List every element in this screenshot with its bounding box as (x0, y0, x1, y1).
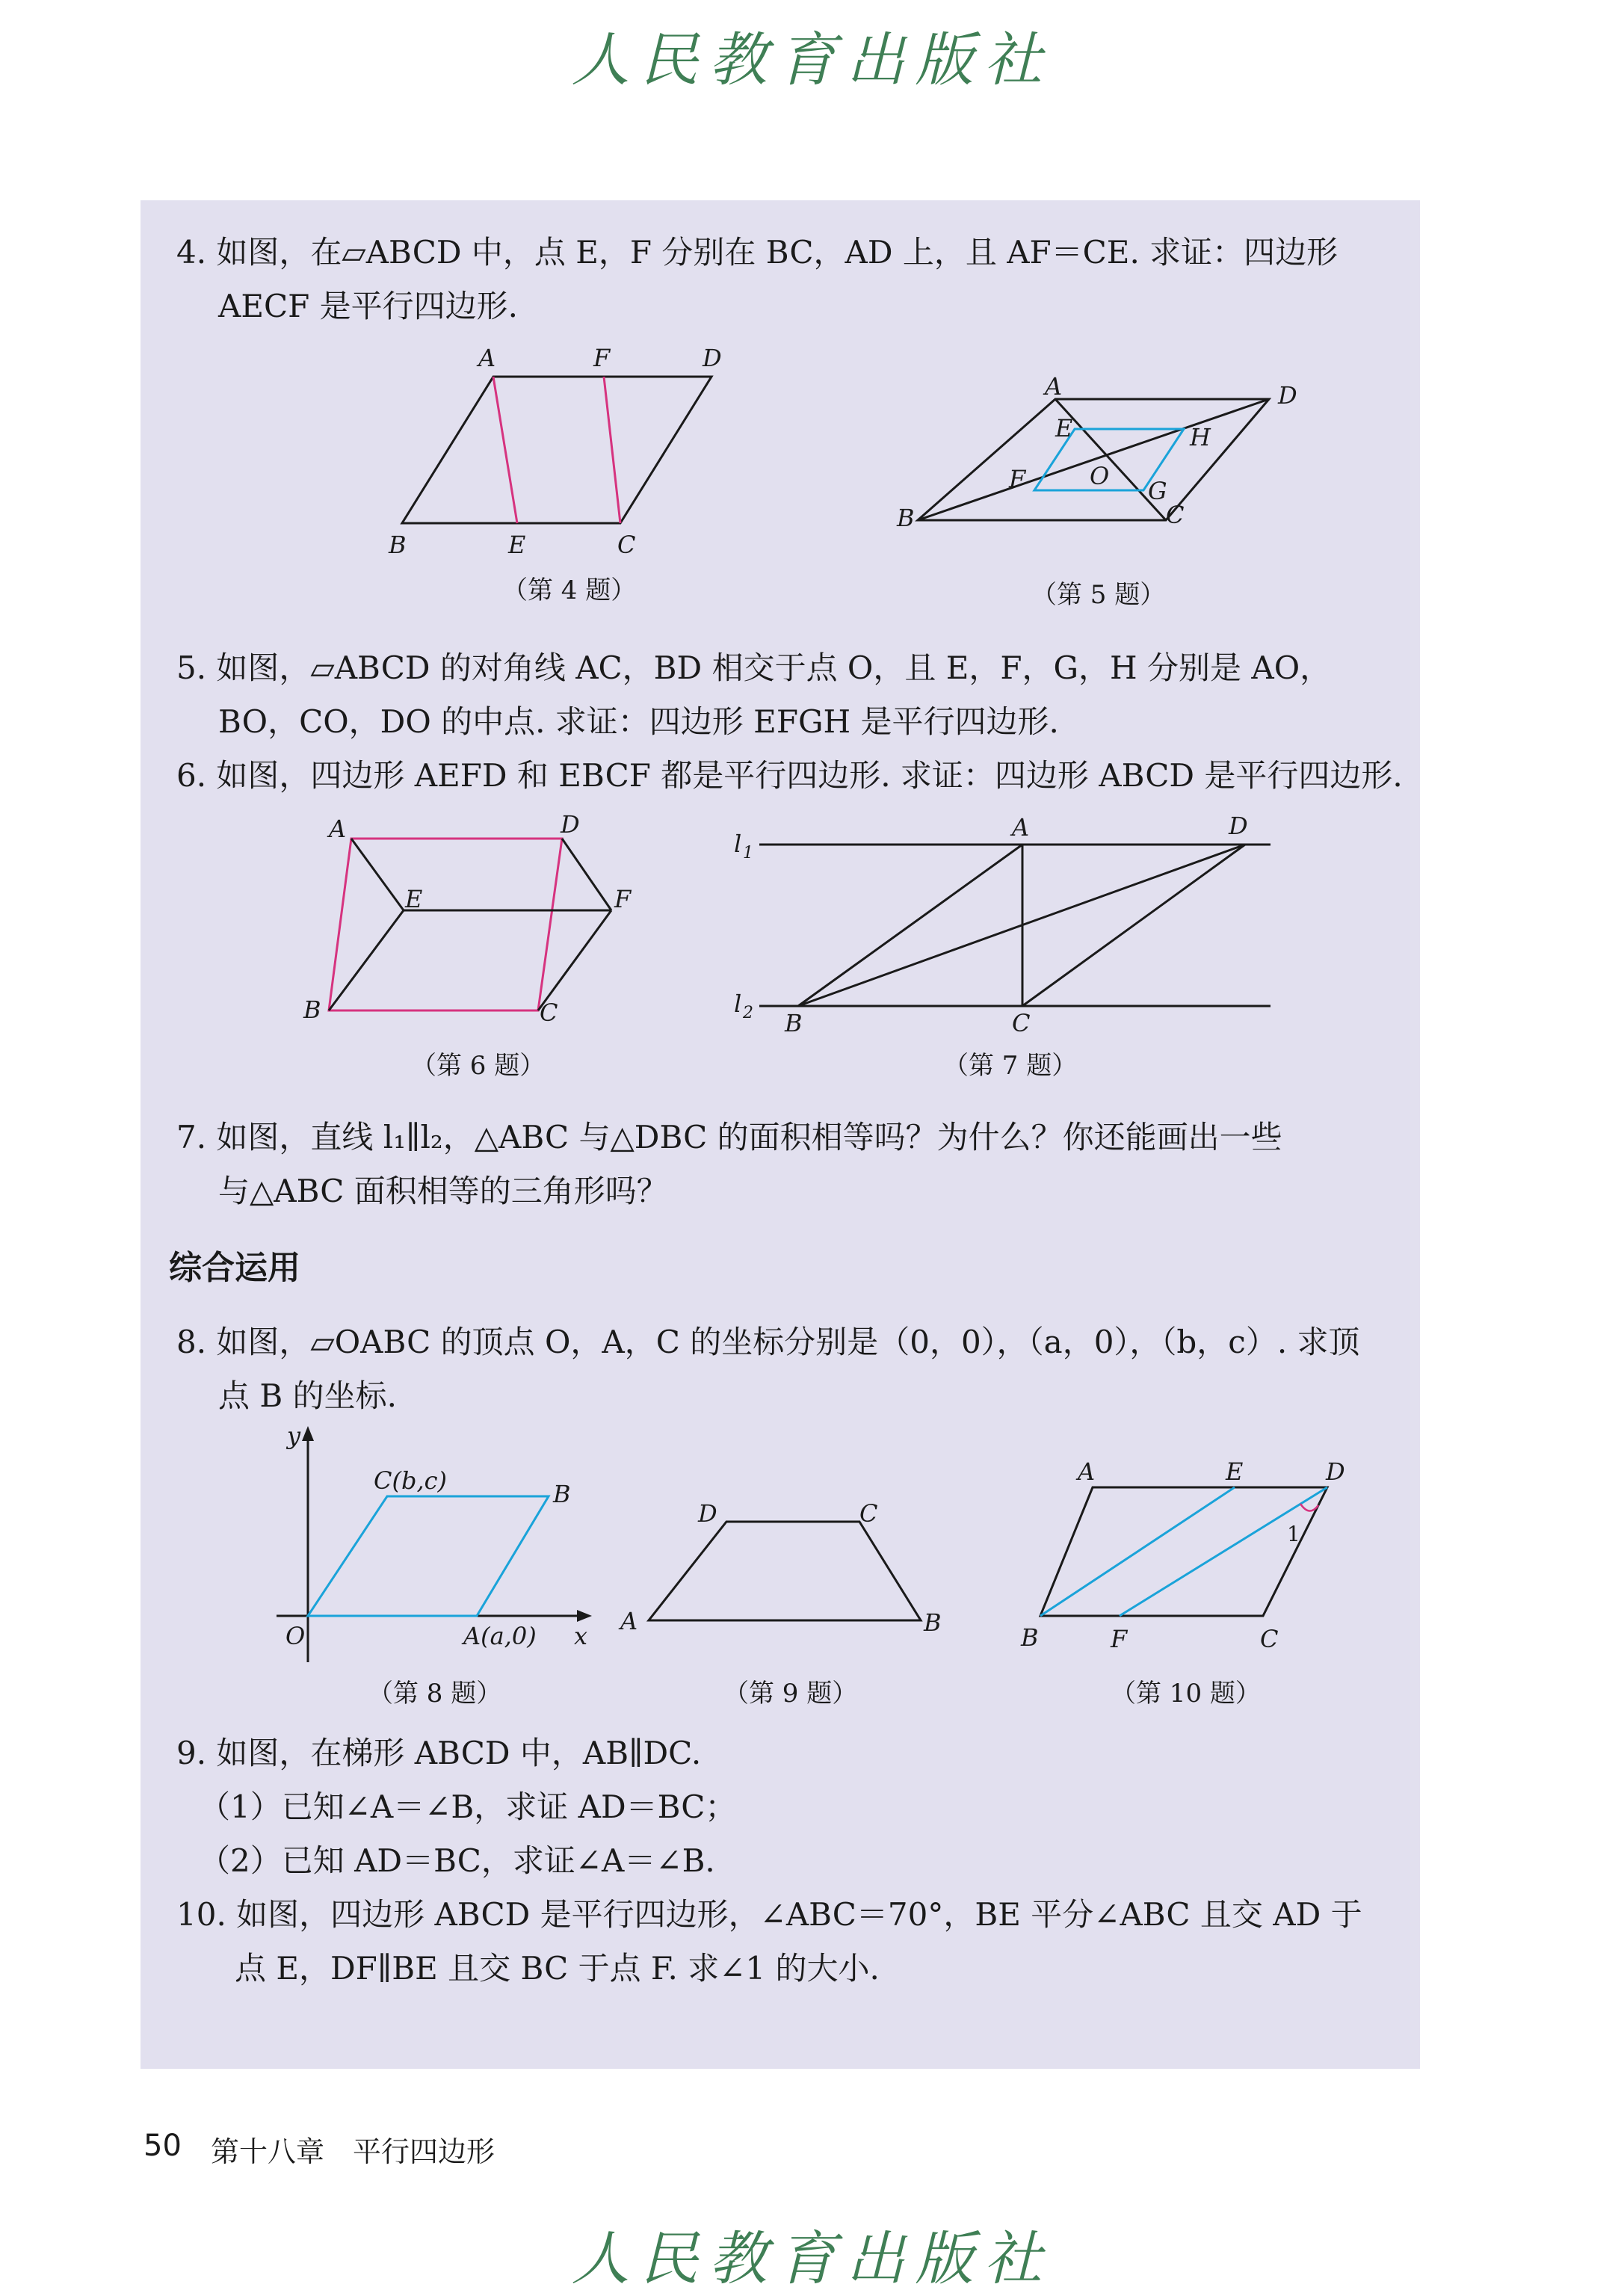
fig10-label-c: C (1260, 1625, 1279, 1653)
figure-6-prism (299, 810, 658, 1027)
fig8-label-c: C(b,c) (374, 1466, 448, 1495)
fig8-oabc (308, 1496, 549, 1616)
problem-8-line-1: 8. 如图，▱OABC 的顶点 O，A，C 的坐标分别是（0，0），（a，0），（b，c）. 求顶 (176, 1324, 1360, 1360)
problem-4-line-1: 4. 如图，在▱ABCD 中，点 E，F 分别在 BC，AD 上，且 AF＝CE. 求证：四边形 (176, 234, 1339, 271)
fig8-label-y: y (287, 1422, 301, 1450)
fig4-abcd (402, 377, 711, 523)
figure-9-trapezoid (620, 1499, 949, 1652)
figure-10-parallelogram-bisector (1009, 1450, 1368, 1659)
fig5-label-a: A (1045, 372, 1063, 401)
fig9-label-a: A (620, 1607, 638, 1635)
problem-8-line-2: 点 B 的坐标. (218, 1377, 397, 1414)
figure-8-caption: （第 8 题） (368, 1679, 502, 1709)
fig6-label-e: E (405, 885, 423, 913)
fig8-x-axis-arrow (577, 1610, 592, 1622)
fig7-segment-dc (1022, 845, 1245, 1006)
problem-9-line-2: （1）已知∠A＝∠B，求证 AD＝BC； (199, 1789, 737, 1825)
figure-5-caption: （第 5 题） (1031, 580, 1166, 610)
fig8-label-x: x (574, 1622, 588, 1650)
fig7-label-l-2: l (734, 990, 742, 1018)
problem-7-line-1: 7. 如图，直线 l₁∥l₂，△ABC 与△DBC 的面积相等吗？为什么？你还能画出一些 (176, 1119, 1282, 1155)
fig4-label-c: C (617, 531, 636, 559)
fig10-label-angle-1: 1 (1287, 1522, 1300, 1546)
fig6-label-b: B (303, 996, 321, 1024)
fig4-label-e: E (508, 531, 526, 559)
fig10-label-b: B (1021, 1623, 1039, 1652)
problem-7-line-2: 与△ABC 面积相等的三角形吗？ (218, 1173, 668, 1209)
fig6-label-d: D (561, 810, 580, 839)
fig8-y-axis-arrow (302, 1426, 314, 1441)
page-number: 50 (143, 2129, 182, 2163)
figure-7-parallel-lines-triangles (732, 812, 1285, 1037)
fig5-label-f: F (1009, 465, 1026, 493)
fig5-label-c: C (1166, 501, 1185, 529)
fig4-label-a: A (478, 344, 496, 372)
fig7-label-b: B (785, 1009, 803, 1037)
figure-8-coordinate-parallelogram (277, 1420, 605, 1667)
fig5-label-d: D (1278, 381, 1297, 410)
fig7-label-l1-subscript: 1 (743, 844, 753, 862)
fig9-label-b: B (924, 1608, 942, 1637)
fig6-segment-df (562, 839, 611, 910)
fig8-label-b: B (553, 1480, 571, 1508)
figure-4-parallelogram (389, 338, 747, 562)
fig5-label-g: G (1148, 477, 1167, 505)
fig5-label-h: H (1190, 423, 1211, 451)
fig10-label-e: E (1226, 1457, 1244, 1486)
fig10-abcd (1040, 1487, 1327, 1616)
fig4-segment-ae (493, 377, 517, 523)
fig9-label-d: D (698, 1499, 717, 1528)
figure-5-parallelogram-diagonals (897, 374, 1315, 546)
fig7-label-a: A (1012, 813, 1030, 842)
fig5-label-e: E (1055, 414, 1073, 442)
figure-7-caption: （第 7 题） (943, 1051, 1078, 1081)
fig6-label-f: F (614, 885, 632, 913)
publisher-watermark-top: 人民教育出版社 (571, 27, 1053, 94)
figure-6-caption: （第 6 题） (411, 1051, 546, 1081)
fig6-abcd (329, 839, 562, 1010)
publisher-watermark-bottom: 人民教育出版社 (571, 2226, 1053, 2293)
fig10-label-d: D (1326, 1457, 1345, 1486)
problem-10-line-1: 10. 如图，四边形 ABCD 是平行四边形，∠ABC＝70°，BE 平分∠ABC 且交 AD 于 (176, 1896, 1362, 1933)
fig4-label-f: F (593, 344, 611, 372)
fig7-label-c: C (1012, 1009, 1031, 1037)
fig6-segment-ae (351, 839, 404, 910)
problem-9-line-3: （2）已知 AD＝BC，求证∠A＝∠B. (199, 1842, 715, 1879)
figure-9-caption: （第 9 题） (723, 1679, 858, 1709)
fig8-label-a: A(a,0) (463, 1622, 537, 1650)
fig10-label-f: F (1111, 1625, 1128, 1653)
fig4-segment-fc (604, 377, 620, 523)
figure-10-caption: （第 10 题） (1111, 1679, 1261, 1709)
fig9-abcd (649, 1522, 921, 1620)
fig7-segment-ba (798, 845, 1022, 1006)
fig4-label-d: D (703, 344, 722, 372)
section-heading: 综合运用 (169, 1249, 300, 1287)
fig4-label-b: B (389, 531, 407, 559)
fig5-label-b: B (897, 504, 915, 532)
chapter-title: 第十八章 平行四边形 (211, 2135, 495, 2168)
figure-4-caption: （第 4 题） (502, 575, 637, 605)
problem-4-line-2: AECF 是平行四边形. (218, 288, 518, 324)
fig9-label-c: C (859, 1499, 878, 1528)
fig7-label-l: l (734, 830, 742, 858)
fig7-label-l2-subscript: 2 (743, 1004, 753, 1022)
problem-5-line-2: BO，CO，DO 的中点. 求证：四边形 EFGH 是平行四边形. (218, 703, 1059, 740)
problem-10-line-2: 点 E，DF∥BE 且交 BC 于点 F. 求∠1 的大小. (235, 1950, 880, 1987)
problem-5-line-1: 5. 如图，▱ABCD 的对角线 AC，BD 相交于点 O，且 E，F，G，H 分别是 AO， (176, 649, 1332, 686)
fig7-label-d: D (1229, 812, 1248, 840)
problem-6-line-1: 6. 如图，四边形 AEFD 和 EBCF 都是平行四边形. 求证：四边形 ABCD 是平行四边形. (176, 757, 1403, 794)
fig5-label-o: O (1090, 462, 1110, 490)
fig6-label-a: A (329, 815, 347, 843)
fig8-label-o: O (285, 1622, 306, 1650)
fig6-label-c: C (540, 999, 558, 1027)
fig10-segment-be (1040, 1487, 1235, 1616)
fig10-label-a: A (1078, 1457, 1096, 1486)
problem-9-line-1: 9. 如图，在梯形 ABCD 中，AB∥DC. (176, 1735, 702, 1771)
